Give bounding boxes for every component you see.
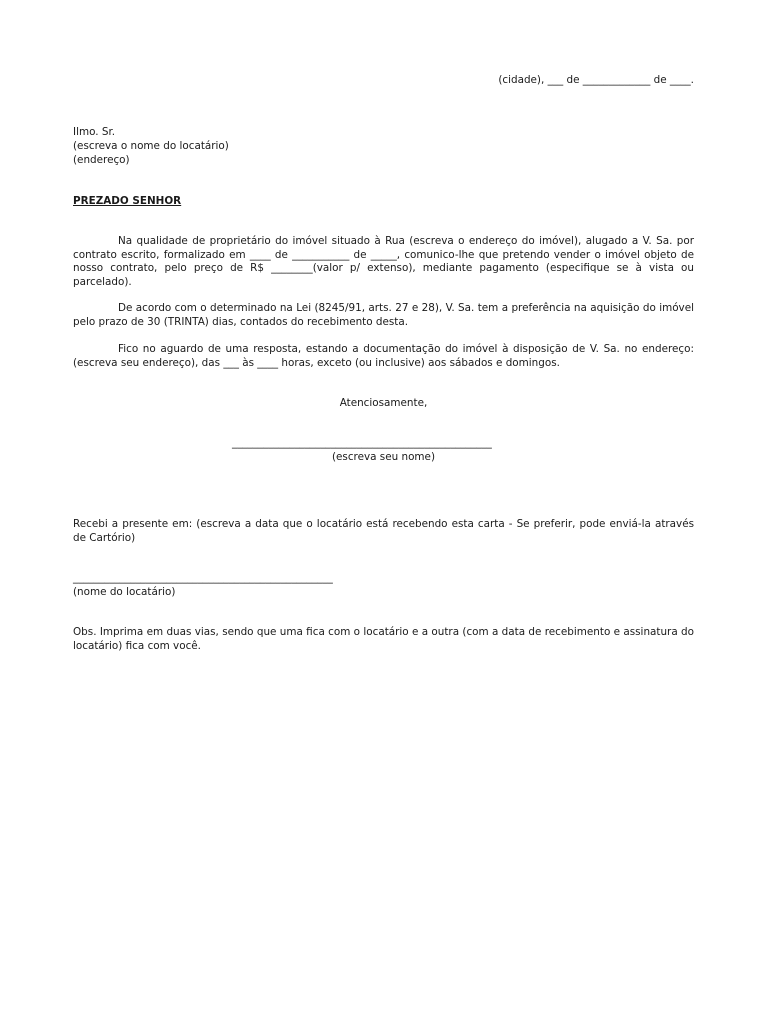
body-paragraph-1: Na qualidade de proprietário do imóvel situado à Rua (escreva o endereço do imóvel), alugado a V. Sa. por contrato escrito, formalizado em ____ de ___________ de _____, comunico-lhe que pretendo vender o imóvel objeto de nosso contrato, pelo preço de R$ ________(valor p/ extenso), mediante pagamento (especifique se à vista ou parcelado).	[73, 235, 694, 288]
sender-signature-line: __________________________________________________	[232, 437, 492, 449]
sender-signature-name: (escreva seu nome)	[331, 451, 436, 463]
tenant-signature-line: __________________________________________________	[73, 572, 333, 584]
valediction: Atenciosamente,	[339, 397, 428, 409]
body-paragraph-3: Fico no aguardo de uma resposta, estando a documentação do imóvel à disposição de V. Sa. no endereço: (escreva seu endereço), das ___ às ____ horas, exceto (ou inclusive) aos sábados e domingos.	[73, 343, 694, 369]
date-line: (cidade), ___ de _____________ de ____.	[498, 74, 694, 86]
tenant-signature-name: (nome do locatário)	[73, 586, 176, 598]
print-note: Obs. Imprima em duas vias, sendo que uma fica com o locatário e a outra (com a data de recebimento e assinatura do locatário) fica com você.	[73, 626, 694, 652]
recipient-address: (endereço)	[73, 154, 130, 166]
recipient-name: (escreva o nome do locatário)	[73, 140, 229, 152]
greeting-heading: PREZADO SENHOR	[73, 195, 182, 207]
receipt-text: Recebi a presente em: (escreva a data que o locatário está recebendo esta carta - Se preferir, pode enviá-la através de Cartório)	[73, 518, 694, 544]
body-paragraph-2: De acordo com o determinado na Lei (8245/91, arts. 27 e 28), V. Sa. tem a preferência na aquisição do imóvel pelo prazo de 30 (TRINTA) dias, contados do recebimento desta.	[73, 302, 694, 328]
recipient-salutation: Ilmo. Sr.	[73, 126, 116, 138]
